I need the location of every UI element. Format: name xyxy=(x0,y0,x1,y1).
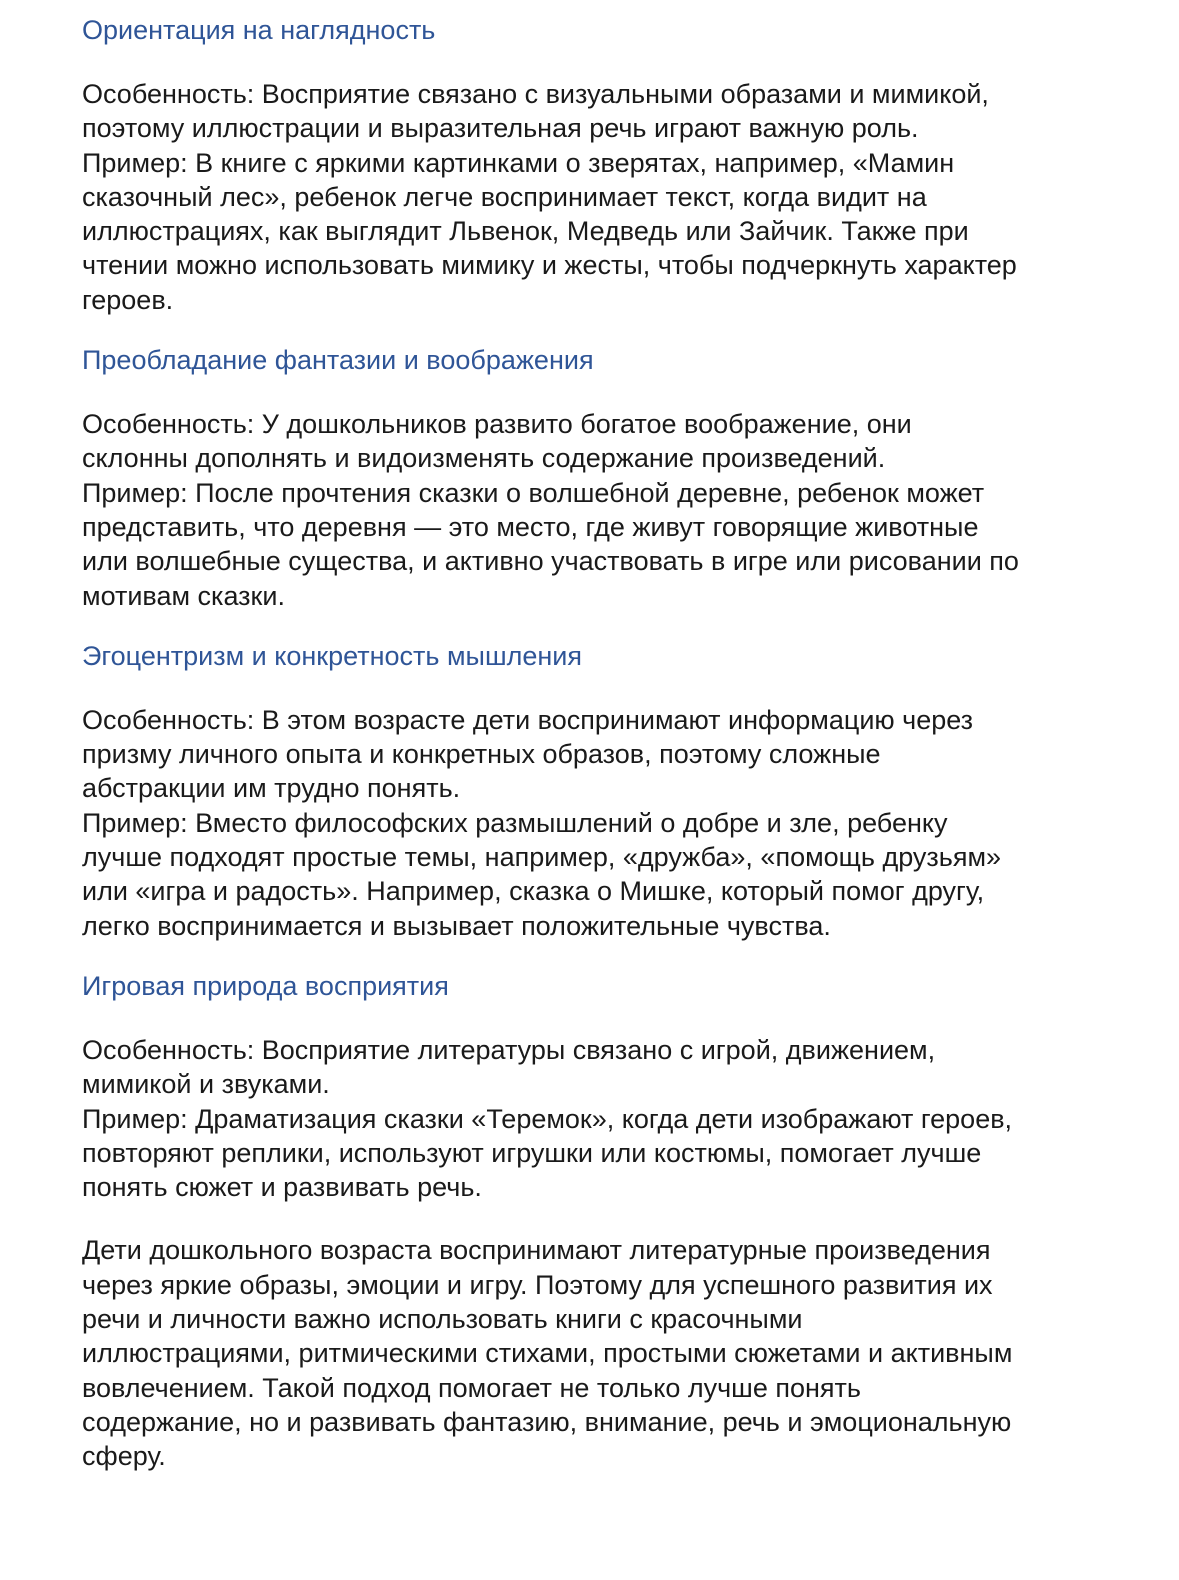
text-line: представить, что деревня — это место, где живут говорящие животные xyxy=(82,511,979,542)
section-heading: Ориентация на наглядность xyxy=(82,15,436,45)
document-body xyxy=(82,12,1142,1474)
conclusion-paragraph xyxy=(82,1233,1142,1473)
text-line: героев. xyxy=(82,284,174,315)
text-line: сказочный лес», ребенок легче воспринимает текст, когда видит на xyxy=(82,181,927,212)
text-line: Дети дошкольного возраста воспринимают литературные произведения xyxy=(82,1235,991,1266)
text-line: Особенность: В этом возрасте дети воспринимают информацию через xyxy=(82,704,974,735)
section-paragraph xyxy=(82,77,1142,317)
section-heading: Преобладание фантазии и воображения xyxy=(82,345,594,376)
text-line: чтении можно использовать мимику и жесты, чтобы подчеркнуть характер xyxy=(82,250,1017,281)
text-line: Пример: Драматизация сказки «Теремок», когда дети изображают героев, xyxy=(82,1103,1013,1134)
text-line: или «игра и радость». Например, сказка о Мишке, который помог другу, xyxy=(82,876,985,907)
text-line: через яркие образы, эмоции и игру. Поэтому для успешного развития их xyxy=(82,1269,993,1300)
text-line: поэтому иллюстрации и выразительная речь играют важную роль. xyxy=(82,113,919,144)
text-line: мотивам сказки. xyxy=(82,580,285,611)
section-paragraph xyxy=(82,703,1142,943)
text-line: иллюстрациях, как выглядит Львенок, Медведь или Зайчик. Также при xyxy=(82,216,969,247)
text-line: повторяют реплики, используют игрушки или костюмы, помогает лучше xyxy=(82,1137,982,1168)
text-line: иллюстрациями, ритмическими стихами, простыми сюжетами и активным xyxy=(82,1338,1013,1369)
text-line: Особенность: Восприятие литературы связано с игрой, движением, xyxy=(82,1034,936,1065)
text-line: Особенность: Восприятие связано с визуальными образами и мимикой, xyxy=(82,79,989,109)
section-heading: Игровая природа восприятия xyxy=(82,970,449,1001)
text-line: лучше подходят простые темы, например, «дружба», «помощь друзьям» xyxy=(82,842,1002,873)
text-line: речи и личности важно использовать книги с красочными xyxy=(82,1304,803,1335)
text-line: Пример: Вместо философских размышлений о добре и зле, ребенку xyxy=(82,807,948,838)
section-paragraph xyxy=(82,407,1142,613)
section-heading: Эгоцентризм и конкретность мышления xyxy=(82,640,582,671)
text-line: Пример: После прочтения сказки о волшебной деревне, ребенок может xyxy=(82,477,985,508)
text-line: сферу. xyxy=(82,1441,166,1472)
text-line: абстракции им трудно понять. xyxy=(82,773,461,804)
text-line: легко воспринимается и вызывает положительные чувства. xyxy=(82,910,831,941)
text-line: содержание, но и развивать фантазию, внимание, речь и эмоциональную xyxy=(82,1406,1012,1437)
text-line: или волшебные существа, и активно участвовать в игре или рисовании по xyxy=(82,546,1019,577)
text-line: Особенность: У дошкольников развито богатое воображение, они xyxy=(82,409,912,440)
text-line: мимикой и звуками. xyxy=(82,1069,330,1100)
text-line: Пример: В книге с яркими картинками о зверятах, например, «Мамин xyxy=(82,147,955,178)
text-line: понять сюжет и развивать речь. xyxy=(82,1172,482,1203)
text-line: призму личного опыта и конкретных образов, поэтому сложные xyxy=(82,739,881,770)
section-paragraph xyxy=(82,1033,1142,1204)
text-line: склонны дополнять и видоизменять содержание произведений. xyxy=(82,443,886,474)
text-line: вовлечением. Такой подход помогает не только лучше понять xyxy=(82,1372,861,1403)
